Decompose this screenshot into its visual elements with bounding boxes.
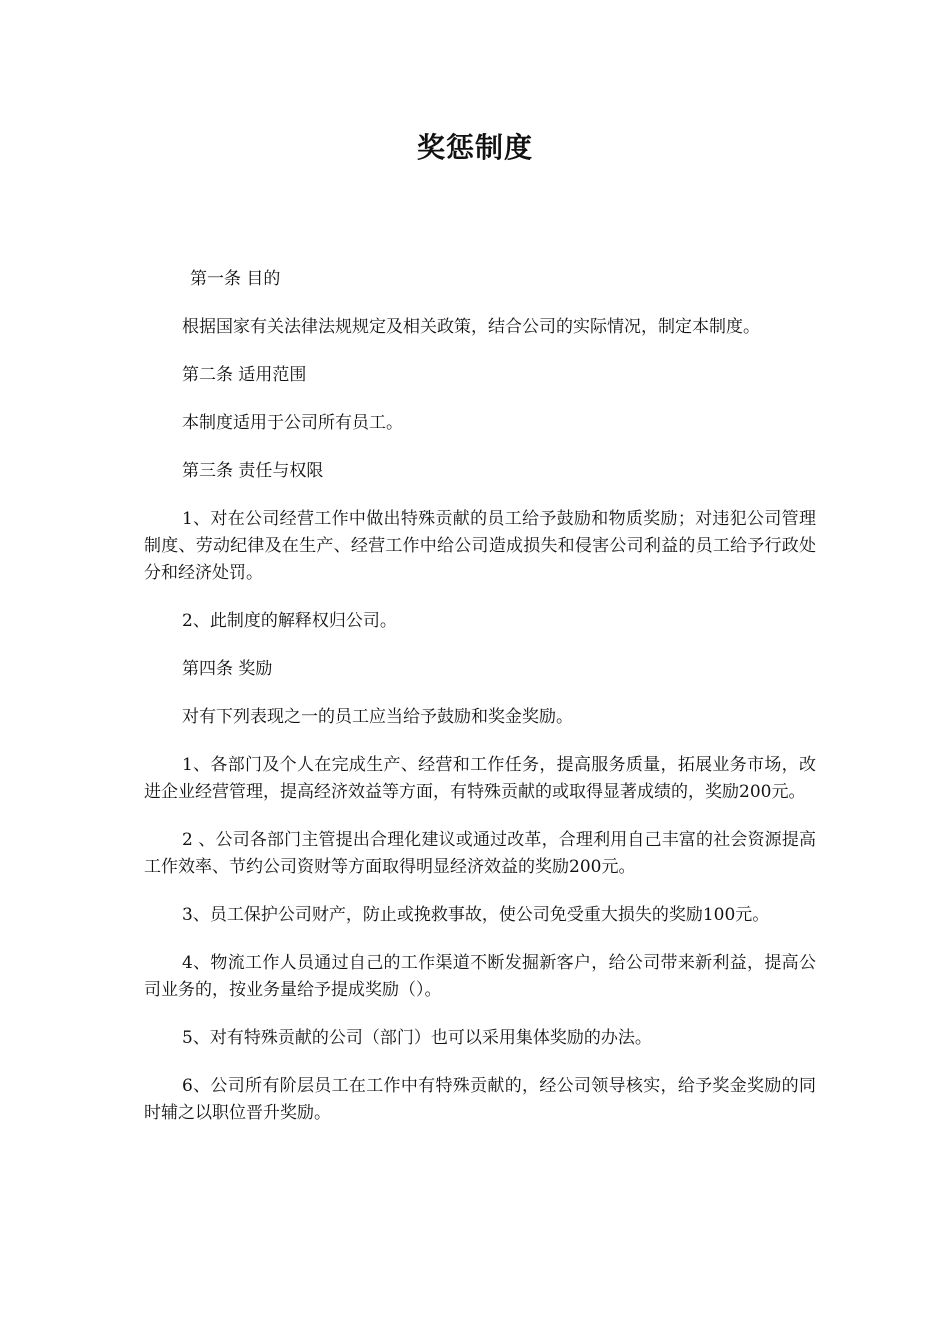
document-title: 奖惩制度 <box>416 131 533 164</box>
article-3-item-2: 2、此制度的解释权归公司。 <box>182 611 397 631</box>
article-1-text: 根据国家有关法律法规规定及相关政策，结合公司的实际情况，制定本制度。 <box>182 317 760 337</box>
article-4-item-5: 5、对有特殊贡献的公司（部门）也可以采用集体奖励的办法。 <box>182 1028 652 1048</box>
article-4-item-1: 1、各部门及个人在完成生产、经营和工作任务，提高服务质量，拓展业务市场，改进企业经营管理，提高经济效益等方面，有特殊贡献的或取得显著成绩的，奖励200元。 <box>144 755 816 802</box>
article-4-item-6: 6、公司所有阶层员工在工作中有特殊贡献的，经公司领导核实，给予奖金奖励的同时辅之以职位晋升奖励。 <box>144 1076 816 1123</box>
article-4-intro: 对有下列表现之一的员工应当给予鼓励和奖金奖励。 <box>182 707 573 727</box>
article-3-heading: 第三条 责任与权限 <box>182 461 324 481</box>
article-4-item-3: 3、员工保护公司财产，防止或挽救事故，使公司免受重大损失的奖励100元。 <box>182 905 770 925</box>
article-4-item-2: 2 、公司各部门主管提出合理化建议或通过改革，合理利用自己丰富的社会资源提高工作效率、节约公司资财等方面取得明显经济效益的奖励200元。 <box>144 830 816 877</box>
article-2-text: 本制度适用于公司所有员工。 <box>182 413 403 433</box>
article-1-heading: 第一条 目的 <box>190 269 281 289</box>
article-2-heading: 第二条 适用范围 <box>182 365 307 385</box>
article-3-item-1: 1、对在公司经营工作中做出特殊贡献的员工给予鼓励和物质奖励；对违犯公司管理制度、劳动纪律及在生产、经营工作中给公司造成损失和侵害公司利益的员工给予行政处分和经济处罚。 <box>144 509 816 583</box>
article-4-item-4: 4、物流工作人员通过自己的工作渠道不断发掘新客户，给公司带来新利益，提高公司业务的，按业务量给予提成奖励（）。 <box>144 953 816 1000</box>
document-body <box>144 266 816 1148</box>
article-4-heading: 第四条 奖励 <box>182 659 273 679</box>
